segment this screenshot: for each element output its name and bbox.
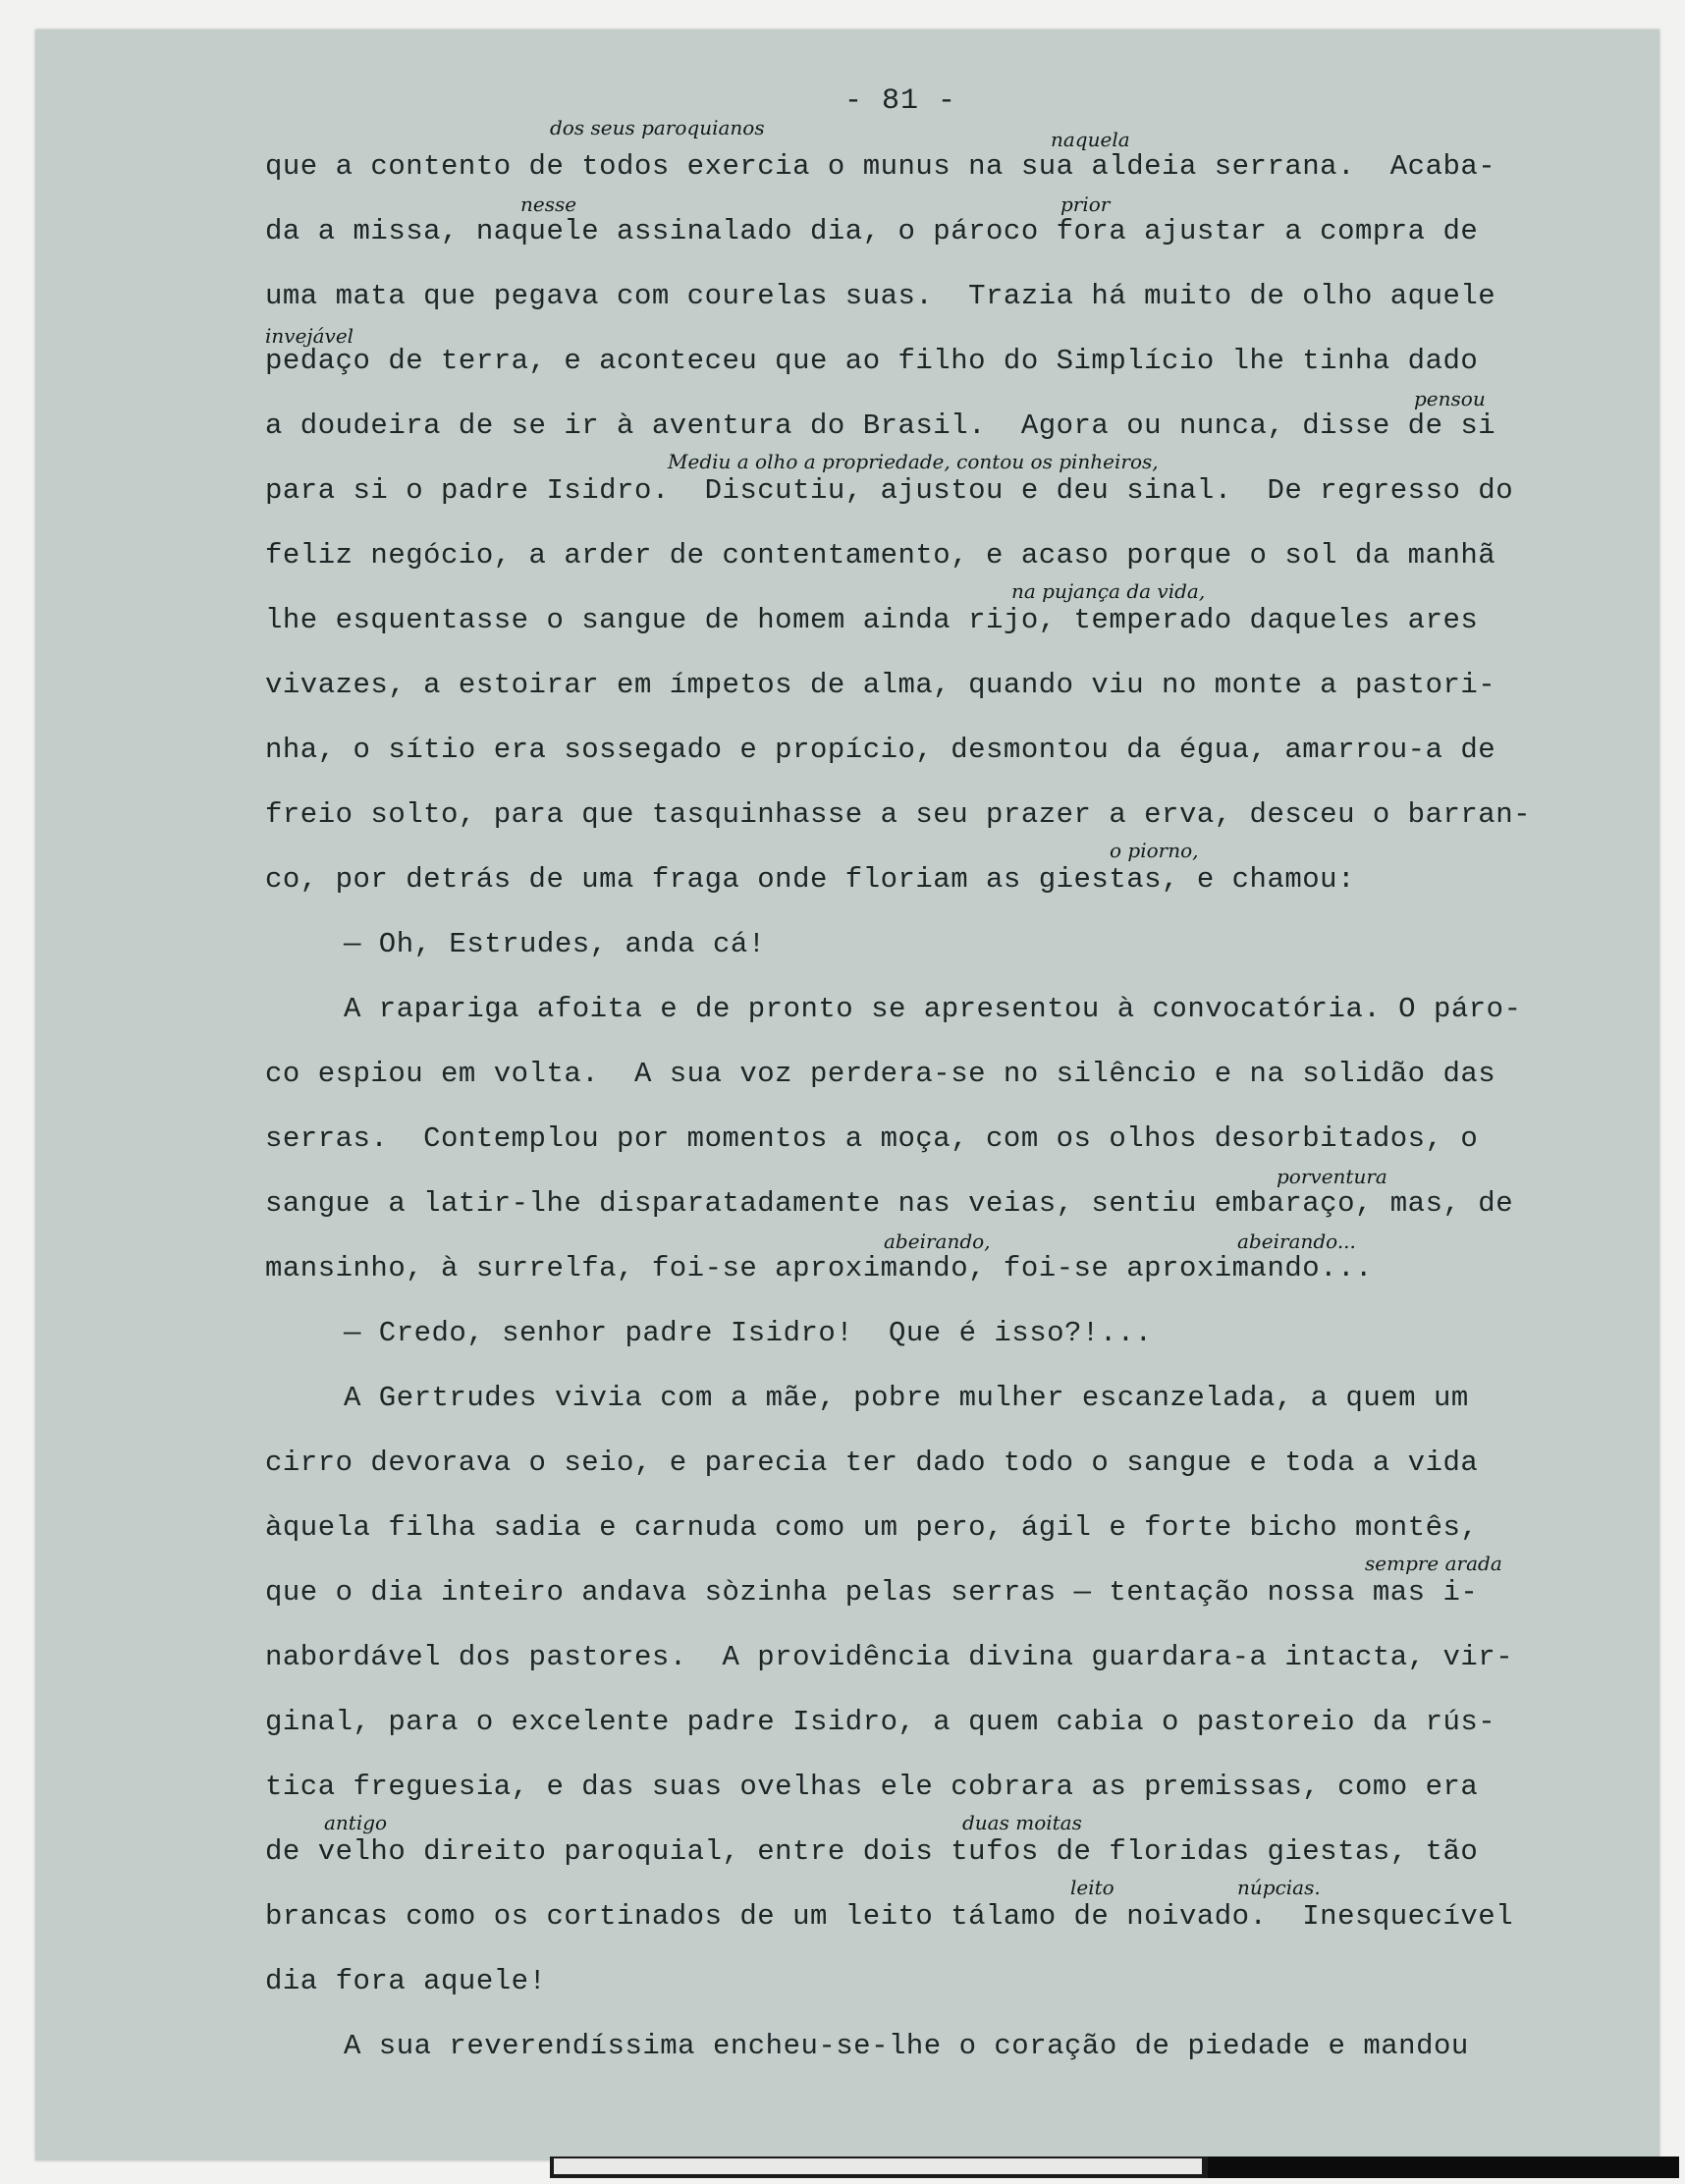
- handwritten-annotation: nesse: [520, 192, 577, 216]
- scan-color-ruler: [550, 2157, 1679, 2178]
- handwritten-annotation: duas moitas: [962, 1811, 1082, 1834]
- text-line: freio solto, para que tasquinhasse a seu prazer a erva, desceu o barran-: [265, 798, 1532, 831]
- dialogue-line: — Oh, Estrudes, anda cá!: [344, 928, 766, 960]
- handwritten-annotation: leito: [1070, 1876, 1114, 1899]
- handwritten-annotation: abeirando...: [1237, 1229, 1356, 1253]
- handwritten-annotation: na pujança da vida,: [1011, 579, 1206, 603]
- text-line: nabordável dos pastores. A providência divina guardara-a intacta, vir-: [265, 1641, 1514, 1673]
- text-line: da a missa, naquele assinalado dia, o pároco fora ajustar a compra de: [265, 215, 1479, 247]
- handwritten-annotation: dos seus paroquianos: [550, 116, 765, 139]
- handwritten-annotation: prior: [1060, 192, 1111, 216]
- text-line: tica freguesia, e das suas ovelhas ele cobrara as premissas, como era: [265, 1771, 1479, 1803]
- handwritten-annotation: antigo: [324, 1811, 388, 1834]
- ruler-light-segment: [554, 2158, 1202, 2174]
- handwritten-annotation: abeirando,: [884, 1229, 991, 1253]
- text-line: cirro devorava o seio, e parecia ter dado todo o sangue e toda a vida: [265, 1447, 1479, 1479]
- text-line: sangue a latir-lhe disparatadamente nas veias, sentiu embaraço, mas, de: [265, 1187, 1514, 1220]
- text-line: que o dia inteiro andava sòzinha pelas serras — tentação nossa mas i-: [265, 1576, 1479, 1609]
- text-line: lhe esquentasse o sangue de homem ainda rijo, temperado daqueles ares: [265, 604, 1479, 636]
- text-line: co, por detrás de uma fraga onde floriam as giestas, e chamou:: [265, 863, 1355, 896]
- text-line: feliz negócio, a arder de contentamento, e acaso porque o sol da manhã: [265, 539, 1496, 572]
- handwritten-annotation: o piorno,: [1110, 839, 1199, 862]
- paragraph-start-line: A sua reverendíssima encheu-se-lhe o coração de piedade e mandou: [344, 2030, 1469, 2062]
- text-line: para si o padre Isidro. Discutiu, ajustou e deu sinal. De regresso do: [265, 474, 1514, 507]
- text-line: co espiou em volta. A sua voz perdera-se no silêncio e na solidão das: [265, 1058, 1496, 1090]
- text-line: nha, o sítio era sossegado e propício, desmontou da égua, amarrou-a de: [265, 734, 1496, 766]
- text-line: mansinho, à surrelfa, foi-se aproximando, foi-se aproximando...: [265, 1252, 1373, 1284]
- text-line: ginal, para o excelente padre Isidro, a quem cabia o pastoreio da rús-: [265, 1706, 1496, 1738]
- text-line: serras. Contemplou por momentos a moça, com os olhos desorbitados, o: [265, 1122, 1479, 1155]
- text-line: de velho direito paroquial, entre dois tufos de floridas giestas, tão: [265, 1835, 1479, 1868]
- text-line: a doudeira de se ir à aventura do Brasil. Agora ou nunca, disse de si: [265, 410, 1496, 442]
- text-line: dia fora aquele!: [265, 1965, 547, 1997]
- text-line: uma mata que pegava com courelas suas. Trazia há muito de olho aquele: [265, 280, 1496, 312]
- handwritten-annotation: invejável: [265, 324, 354, 348]
- handwritten-annotation: naquela: [1051, 128, 1130, 151]
- handwritten-annotation: sempre arada: [1365, 1552, 1502, 1575]
- text-line: pedaço de terra, e aconteceu que ao filho do Simplício lhe tinha dado: [265, 345, 1479, 377]
- text-line: vivazes, a estoirar em ímpetos de alma, quando viu no monte a pastori-: [265, 669, 1496, 701]
- ruler-dark-segment: [1208, 2157, 1679, 2178]
- paragraph-start-line: A rapariga afoita e de pronto se apresentou à convocatória. O páro-: [344, 993, 1522, 1025]
- handwritten-annotation: núpcias.: [1237, 1876, 1321, 1899]
- dialogue-line: — Credo, senhor padre Isidro! Que é isso?!...: [344, 1317, 1153, 1349]
- handwritten-annotation: porventura: [1277, 1165, 1387, 1188]
- paragraph-start-line: A Gertrudes vivia com a mãe, pobre mulher escanzelada, a quem um: [344, 1382, 1469, 1414]
- text-line: brancas como os cortinados de um leito tálamo de noivado. Inesquecível: [265, 1900, 1514, 1933]
- text-line: que a contento de todos exercia o munus na sua aldeia serrana. Acaba-: [265, 150, 1496, 183]
- page-number: - 81 -: [844, 84, 957, 118]
- handwritten-annotation: pensou: [1414, 387, 1486, 410]
- text-line: àquela filha sadia e carnuda como um pero, ágil e forte bicho montês,: [265, 1511, 1479, 1544]
- handwritten-annotation: Mediu a olho a propriedade, contou os pinheiros,: [668, 450, 1159, 473]
